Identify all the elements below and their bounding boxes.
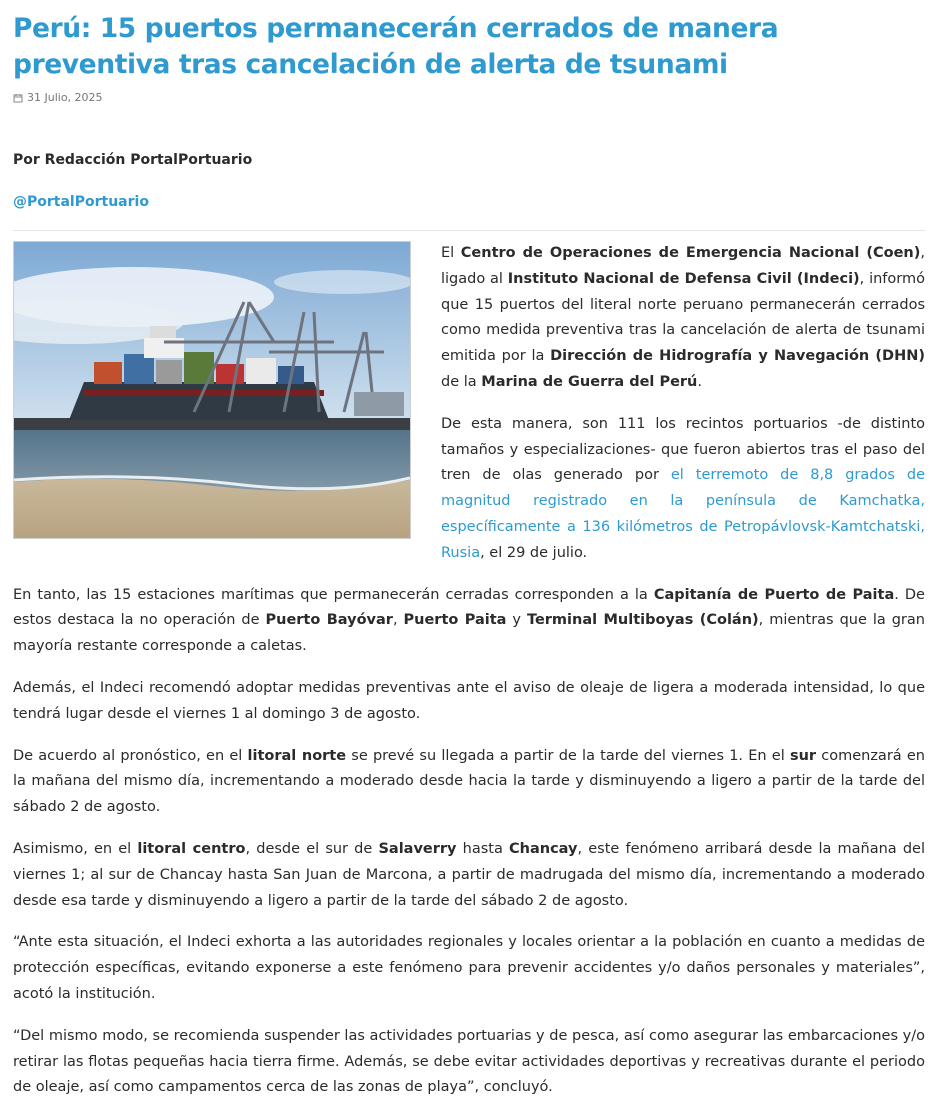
article-title: Perú: 15 puertos permanecerán cerrados de manera preventiva tras cancelación de alerta de tsunami xyxy=(13,13,779,80)
divider xyxy=(13,230,925,231)
paragraph-1: El Centro de Operaciones de Emergencia Nacional (Coen), ligado al Instituto Nacional de Defensa Civil (Indeci), informó que 15 puertos del literal norte peruano permanecerán cerrados como medida preventiva tras la cancelación de alerta de tsunami emitida por la Dirección de Hidrografía y Navegación (DHN) de la Marina de Guerra del Perú. xyxy=(441,245,925,390)
paragraph-3: En tanto, las 15 estaciones marítimas que permanecerán cerradas corresponden a la Capitanía de Puerto de Paita. De estos destaca la no operación de Puerto Bayóvar, Puerto Paita y Terminal Multiboyas (Colán), mientras que la gran mayoría restante corresponde a caletas. xyxy=(13,586,925,655)
article-body xyxy=(13,241,925,1101)
paragraph-6: Asimismo, en el litoral centro, desde el sur de Salaverry hasta Chancay, este fenómeno arribará desde la mañana del viernes 1; al sur de Chancay hasta San Juan de Marcona, a partir de madrugada del mismo día, incrementando a moderado desde esa tarde y disminuyendo a ligero a partir de la tarde del sábado 2 de agosto. xyxy=(13,840,926,909)
article-meta xyxy=(13,91,925,104)
kamchatka-earthquake-link[interactable]: el terremoto de 8,8 grados de magnitud registrado en la península de Kamchatka, específicamente a 136 kilómetros de Petropávlovsk-Kamtchatski, Rusia xyxy=(441,467,925,561)
publish-date: 31 Julio, 2025 xyxy=(27,91,103,104)
byline: Por Redacción PortalPortuario xyxy=(13,152,253,168)
paragraph-4: Además, el Indeci recomendó adoptar medidas preventivas ante el aviso de oleaje de ligera a moderada intensidad, lo que tendrá lugar desde el viernes 1 al domingo 3 de agosto. xyxy=(13,679,925,722)
port-photo xyxy=(14,242,410,538)
article xyxy=(13,0,925,1101)
paragraph-8: “Del mismo modo, se recomienda suspender las actividades portuarias y de pesca, así como asegurar las embarcaciones y/o retirar las flotas pequeñas hacia tierra firme. Además, se debe evitar actividades deportivas y recreativas durante el periodo de oleaje, así como campamentos cerca de las zonas de playa”, concluyó. xyxy=(13,1027,925,1096)
author-handle-link[interactable]: @PortalPortuario xyxy=(13,194,149,210)
paragraph-7: “Ante esta situación, el Indeci exhorta a las autoridades regionales y locales orientar a la población en cuanto a medidas de protección específicas, evitando exponerse a este fenómeno para prevenir accidentes y/o daños personales y materiales”, acotó la institución. xyxy=(13,934,925,1002)
article-image xyxy=(13,241,411,539)
paragraph-2: De esta manera, son 111 los recintos portuarios -de distinto tamaños y especializaciones- que fueron abiertos tras el paso del tren de olas generado por el terremoto de 8,8 grados de magnitud registrado en la península de Kamchatka, específicamente a 136 kilómetros de Petropávlovsk-Kamtchatski, Rusia, el 29 de julio. xyxy=(441,415,925,561)
author-handle xyxy=(13,194,925,210)
paragraph-5: De acuerdo al pronóstico, en el litoral norte se prevé su llegada a partir de la tarde del viernes 1. En el sur comenzará en la mañana del mismo día, incrementando a moderado desde hacia la tarde y disminuyendo a ligero a partir de la tarde del sábado 2 de agosto. xyxy=(13,747,925,816)
calendar-icon xyxy=(13,93,23,103)
